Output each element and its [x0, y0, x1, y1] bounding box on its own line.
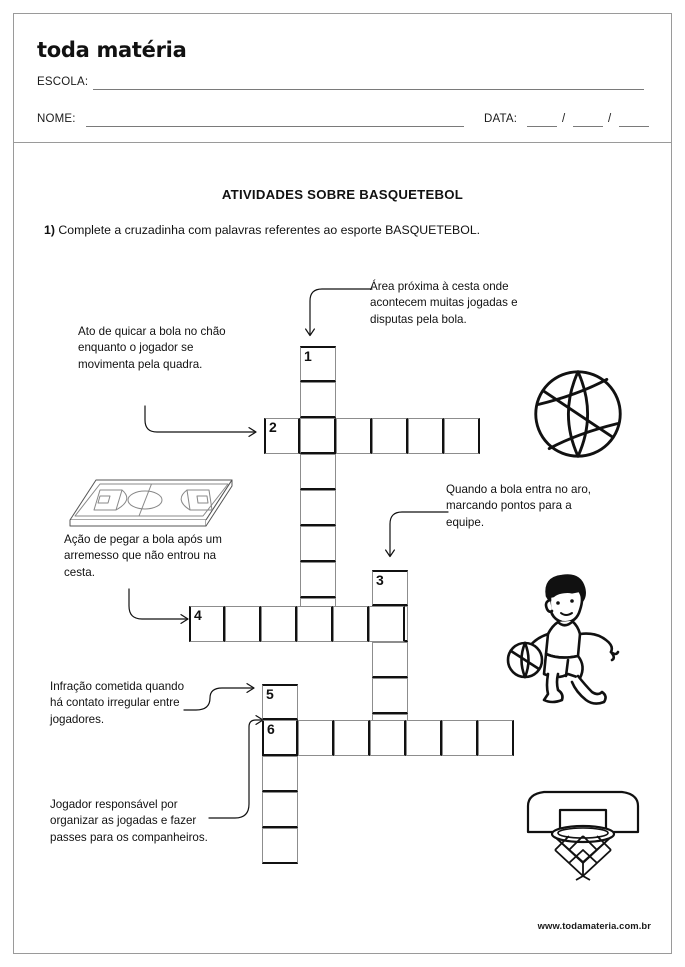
crossword-cell-start-2[interactable] [264, 418, 300, 454]
crossword-cell[interactable] [262, 792, 298, 828]
crossword-cell[interactable] [333, 606, 369, 642]
crossword-cell-start-6[interactable] [262, 720, 298, 756]
crossword-cell[interactable] [372, 642, 408, 678]
crossword-cell[interactable] [300, 382, 336, 418]
crossword-cell[interactable] [372, 678, 408, 714]
crossword-cell[interactable] [408, 418, 444, 454]
instruction-text: Complete a cruzadinha com palavras referentes ao esporte BASQUETEBOL. [58, 223, 481, 237]
crossword-cell[interactable] [444, 418, 480, 454]
date-separator-2: / [608, 113, 612, 125]
date-label: DATA: [484, 113, 518, 125]
clue-text-2: Ato de quicar a bola no chão enquanto o jogador se movimenta pela quadra. [78, 325, 226, 371]
crossword-cell-number: 3 [376, 572, 384, 588]
crossword-cell[interactable] [300, 562, 336, 598]
crossword-cell[interactable] [442, 720, 478, 756]
crossword-cell[interactable] [370, 720, 406, 756]
brand-logo: toda matéria [37, 38, 187, 62]
basketball-player-illustration [506, 570, 638, 706]
name-label: NOME: [37, 113, 76, 125]
crossword-cell[interactable] [406, 720, 442, 756]
basketball-ball-illustration [530, 366, 626, 462]
school-label: ESCOLA: [37, 76, 89, 88]
crossword-cell-start-4[interactable] [189, 606, 225, 642]
crossword-cell[interactable] [300, 490, 336, 526]
crossword-cell[interactable] [262, 828, 298, 864]
crossword-cell-start-1[interactable] [300, 346, 336, 382]
crossword-cell-number: 5 [266, 686, 274, 702]
clue-text-3: Quando a bola entra no aro, marcando pontos para a equipe. [446, 483, 592, 529]
crossword-cell[interactable] [298, 720, 334, 756]
crossword-cell[interactable] [372, 418, 408, 454]
crossword-cell-number: 2 [269, 419, 277, 435]
clue-text-4: Ação de pegar a bola após um arremesso que não entrou na cesta. [64, 533, 222, 579]
crossword-cell[interactable] [297, 606, 333, 642]
worksheet-sheet [13, 13, 672, 954]
clue-text-6: Jogador responsável por organizar as jogadas e fazer passes para os companheiros. [50, 798, 208, 844]
crossword-cell[interactable] [369, 606, 405, 642]
basketball-hoop-illustration [522, 784, 646, 890]
crossword-cell-start-5[interactable] [262, 684, 298, 720]
basketball-court-illustration [66, 476, 236, 538]
clue-text-1: Área próxima à cesta onde acontecem muitas jogadas e disputas pela bola. [370, 280, 518, 326]
crossword-cell[interactable] [262, 756, 298, 792]
crossword-cell[interactable] [336, 418, 372, 454]
instruction-number: 1) [44, 223, 55, 237]
clue-text-5: Infração cometida quando há contato irregular entre jogadores. [50, 680, 185, 726]
crossword-cell-start-3[interactable] [372, 570, 408, 606]
crossword-cell-number: 4 [194, 607, 202, 623]
page-title: ATIVIDADES SOBRE BASQUETEBOL [221, 187, 464, 202]
crossword-cell[interactable] [300, 454, 336, 490]
date-separator-1: / [562, 113, 566, 125]
crossword-cell[interactable] [300, 418, 336, 454]
crossword-cell[interactable] [334, 720, 370, 756]
crossword-cell-number: 6 [267, 721, 275, 737]
footer-url: www.todamateria.com.br [537, 920, 651, 931]
crossword-cell-number: 1 [304, 348, 312, 364]
crossword-cell[interactable] [300, 526, 336, 562]
crossword-cell[interactable] [261, 606, 297, 642]
crossword-cell[interactable] [478, 720, 514, 756]
crossword-cell[interactable] [225, 606, 261, 642]
